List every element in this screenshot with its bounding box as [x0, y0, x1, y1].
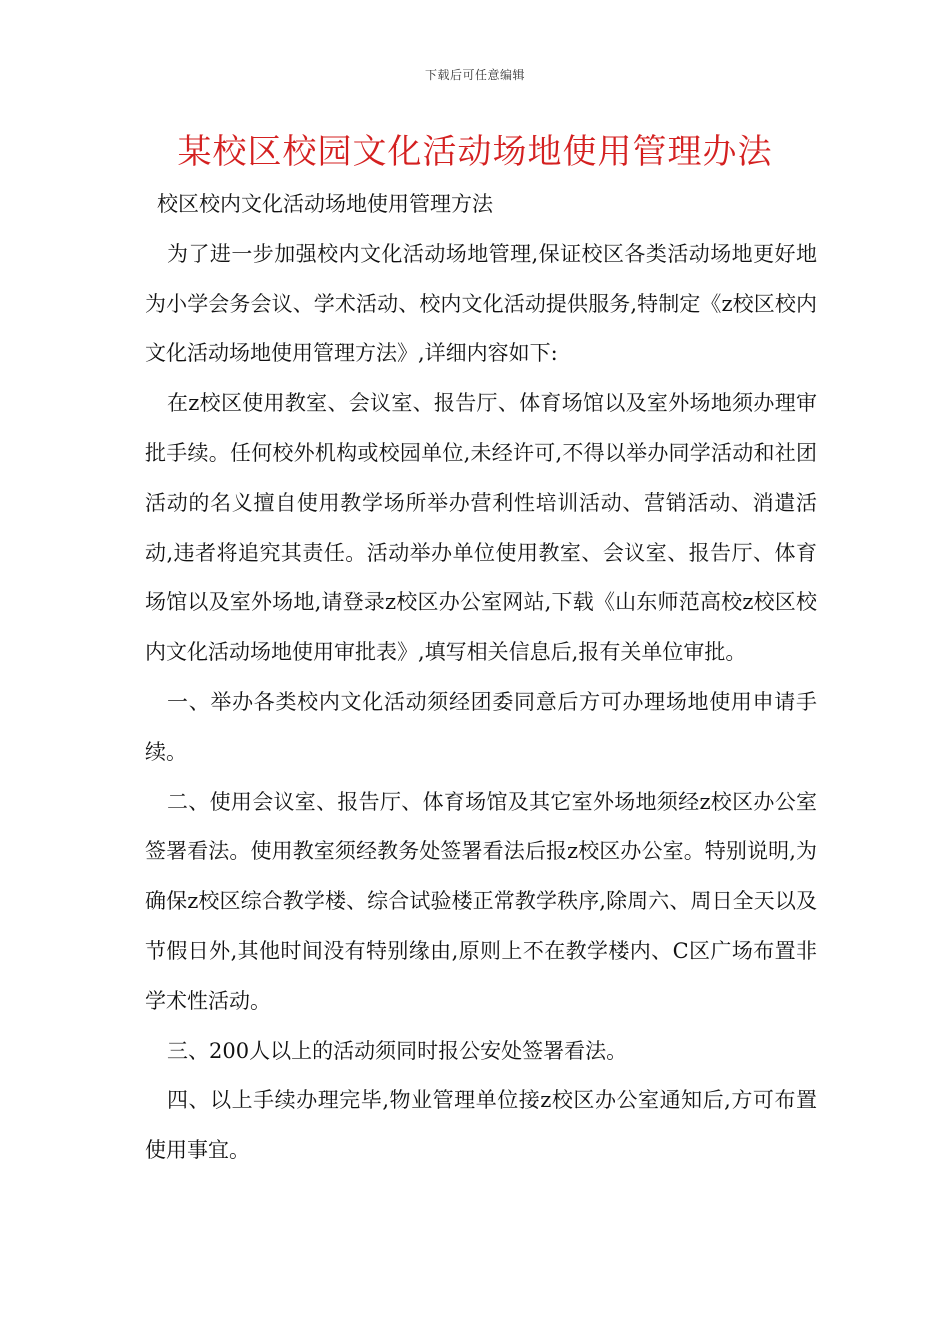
paragraph-rule-4: 四、以上手续办理完毕,物业管理单位接z校区办公室通知后,方可布置使用事宜。: [145, 1088, 817, 1163]
document-subtitle: 校区校内文化活动场地使用管理方法: [157, 192, 493, 216]
document-title: 某校区校园文化活动场地使用管理办法: [177, 132, 773, 172]
paragraph-rule-2: 二、使用会议室、报告厅、体育场馆及其它室外场地须经z校区办公室签署看法。使用教室须经教务处签署看法后报z校区办公室。特别说明,为确保z校区综合教学楼、综合试验楼正常教学秩序,除周六、周日全天以及节假日外,其他时间没有特别缘由,原则上不在教学楼内、C区广场布置非学术性活动。: [145, 789, 817, 1013]
paragraph-approval: 在z校区使用教室、会议室、报告厅、体育场馆以及室外场地须办理审批手续。任何校外机构或校园单位,未经许可,不得以举办同学活动和社团活动的名义擅自使用教学场所举办营利性培训活动、营销活动、消遣活动,违者将追究其责任。活动举办单位使用教室、会议室、报告厅、体育场馆以及室外场地,请登录z校区办公室网站,下载《山东师范高校z校区校内文化活动场地使用审批表》,填写相关信息后,报有关单位审批。: [145, 391, 817, 665]
paragraph-intro: 为了进一步加强校内文化活动场地管理,保证校区各类活动场地更好地为小学会务会议、学术活动、校内文化活动提供服务,特制定《z校区校内文化活动场地使用管理方法》,详细内容如下:: [145, 241, 817, 366]
paragraph-rule-3: 三、200人以上的活动须同时报公安处签署看法。: [167, 1038, 628, 1063]
document-body: [145, 180, 817, 1176]
header-note: 下载后可任意编辑: [424, 68, 525, 82]
paragraph-rule-1: 一、举办各类校内文化活动须经团委同意后方可办理场地使用申请手续。: [145, 689, 817, 764]
